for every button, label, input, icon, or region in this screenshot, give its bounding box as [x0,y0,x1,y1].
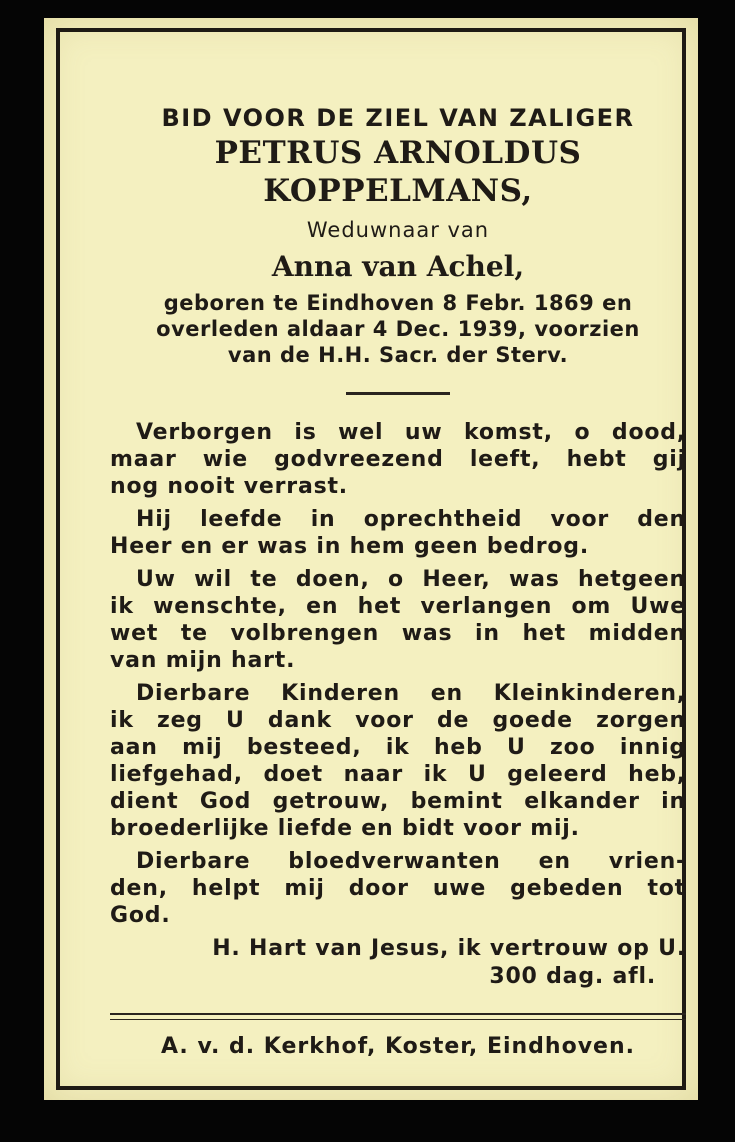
verse-line: aan mij besteed, ik heb U zoo innig [110,735,686,760]
prayer-block [110,935,686,991]
verse-line: ik wenschte, en het verlangen om Uwe [110,594,686,619]
verse-line: Dierbare Kinderen en Kleinkinderen, [136,681,686,706]
dates-line: van de H.H. Sacr. der Sterv. [227,343,569,367]
memorial-card [44,18,698,1100]
deceased-name-line1: PETRUS ARNOLDUS [214,135,582,171]
deceased-name-line2: KOPPELMANS, [263,173,533,209]
verse-line: maar wie godvreezend leeft, hebt gij [110,447,686,472]
relation-text: Weduwnaar van [306,218,490,242]
card-content [110,102,686,1062]
life-dates [110,290,686,368]
verse-paragraph [110,506,686,560]
verse-paragraph [110,680,686,842]
verse-line: nog nooit verrast. [110,474,348,499]
verse-paragraph [110,848,686,929]
dates-line: overleden aldaar 4 Dec. 1939, voorzien [156,317,640,341]
verse-line: Uw wil te doen, o Heer, was hetgeen [136,567,686,592]
dates-line: geboren te Eindhoven 8 Febr. 1869 en [163,291,633,315]
verse-line: ik zeg U dank voor de goede zorgen [110,708,686,733]
verse-paragraph [110,419,686,500]
verse-line: broederlijke liefde en bidt voor mij. [110,816,580,841]
divider [346,392,450,395]
verse-line: liefgehad, doet naar ik U geleerd heb, [110,762,686,787]
heading: BID VOOR DE ZIEL VAN ZALIGER [161,104,635,132]
verse-line: Dierbare bloedverwanten en vrien- [136,849,686,874]
indulgence-text: 300 dag. afl. [489,964,656,989]
verse-line: Hij leefde in oprechtheid voor den [136,507,686,532]
spouse-name: Anna van Achel, [271,250,525,283]
footer-rule-thin [110,1019,686,1020]
verse-line: dient God getrouw, bemint elkander in [110,789,686,814]
verse-line: wet te volbrengen was in het midden [110,621,686,646]
printer-credit: A. v. d. Kerkhof, Koster, Eindhoven. [161,1034,635,1059]
verse-line: den, helpt mij door uwe gebeden tot [110,876,686,901]
verse-line: Heer en er was in hem geen bedrog. [110,534,589,559]
verse-line: van mijn hart. [110,648,296,673]
verse-paragraph [110,566,686,674]
prayer-text: H. Hart van Jesus, ik vertrouw op U. [212,936,686,961]
verse-line: Verborgen is wel uw komst, o dood, [136,420,686,445]
verse-line: God. [110,903,171,928]
footer-rule [110,1013,686,1015]
